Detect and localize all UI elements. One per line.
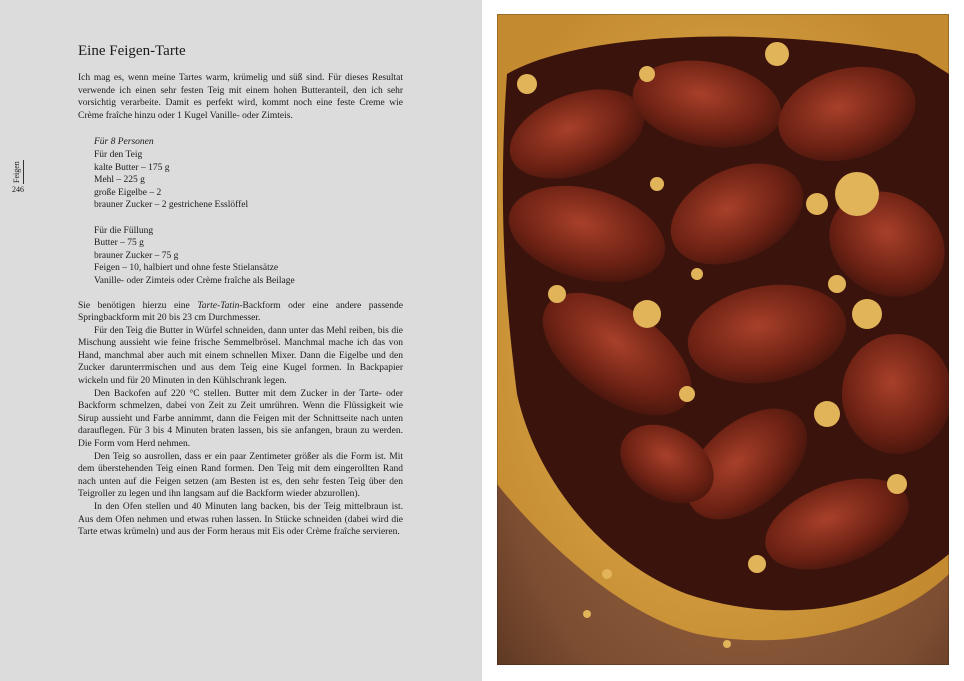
section-label: Feigen (12, 160, 24, 184)
method-paragraph: Den Backofen auf 220 °C stellen. Butter mit dem Zucker in der Tarte- oder Backform schmelzen, dabei von Zeit zu Zeit umrühren. Wenn die Flüssigkeit wie Sirup aussieht und Farbe annimmt, dann die Feigen mit der Schnittseite nach unten darauflegen. Für 3 bis 4 Minuten braten lassen, bis sie anfangen, braun zu werden. Die Form vom Herd nehmen. (78, 388, 403, 450)
filling-item: brauner Zucker – 75 g (94, 250, 179, 261)
recipe-text (78, 42, 403, 539)
method-paragraph: Für den Teig die Butter in Würfel schneiden, dann unter das Mehl reiben, bis die Mischung aussieht wie feine frische Semmelbrösel. Manchmal mache ich das von Hand, manchmal aber auch mit einem schnellen Mixer. Dann die Eigelbe und den Zucker darunterrmischen und aus dem Teig eine Kugel formen. In Backpapier wickeln und für 20 Minuten in den Kühlschrank legen. (78, 325, 403, 387)
dough-item: brauner Zucker – 2 gestrichene Esslöffel (94, 200, 249, 211)
dough-item: Mehl – 225 g (94, 175, 145, 186)
method-intro-prefix: Sie benötigen hierzu eine (78, 300, 198, 311)
method-paragraph: Den Teig so ausrollen, dass er ein paar Zentimeter größer als die Form ist. Mit dem überstehenden Teig einen Rand formen. Den Teig mit dem eingerollten Rand nach unten auf die Feigen setzen (am Besten ist es, den sehr festen Teig über den Teigroller zu legen und ihn langsam auf die Backform wieder abzurollen). (78, 451, 403, 500)
dough-item: große Eigelbe – 2 (94, 187, 162, 198)
method-intro (78, 300, 403, 325)
filling-heading: Für die Füllung (94, 225, 154, 236)
recipe-title: Eine Feigen-Tarte (78, 43, 186, 59)
method-intro-suffix: -Backform oder eine andere passende Springbackform mit 20 bis 23 cm Durchmesser. (78, 300, 403, 324)
fig-tart-photo (497, 14, 949, 665)
method-text (78, 300, 403, 539)
dough-item: kalte Butter – 175 g (94, 162, 170, 173)
method-paragraph: In den Ofen stellen und 40 Minuten lang backen, bis der Teig mittelbraun ist. Aus dem Ofen nehmen und etwas ruhen lassen. In Stücke schneiden (dabei wird die Tarte etwas krümeln) und aus der Form heraus mit Eis oder Crème fraîche servieren. (78, 502, 403, 538)
method-intro-italic: Tarte-Tatin (197, 300, 240, 311)
running-head (6, 160, 30, 194)
ingredients-block (78, 136, 403, 287)
fig-tart-illustration (497, 14, 949, 665)
filling-item: Feigen – 10, halbiert und ohne feste Stielansätze (94, 263, 279, 274)
dough-heading: Für den Teig (94, 149, 143, 160)
servings: Für 8 Personen (94, 137, 154, 148)
filling-item: Butter – 75 g (94, 238, 144, 249)
filling-item: Vanille- oder Zimteis oder Crème fraîche als Beilage (94, 275, 295, 286)
page-number: 246 (12, 185, 24, 194)
recipe-intro: Ich mag es, wenn meine Tartes warm, krümelig und süß sind. Für dieses Resultat verwende ich einen sehr festen Teig mit einem hohen Butteranteil, den ich sehr vorsichtig verarbeite. Damit es perfekt wird, kommt noch eine feste Creme wie Crème fraîche hinzu oder 1 Kugel Vanille- oder Zimteis. (78, 73, 403, 121)
